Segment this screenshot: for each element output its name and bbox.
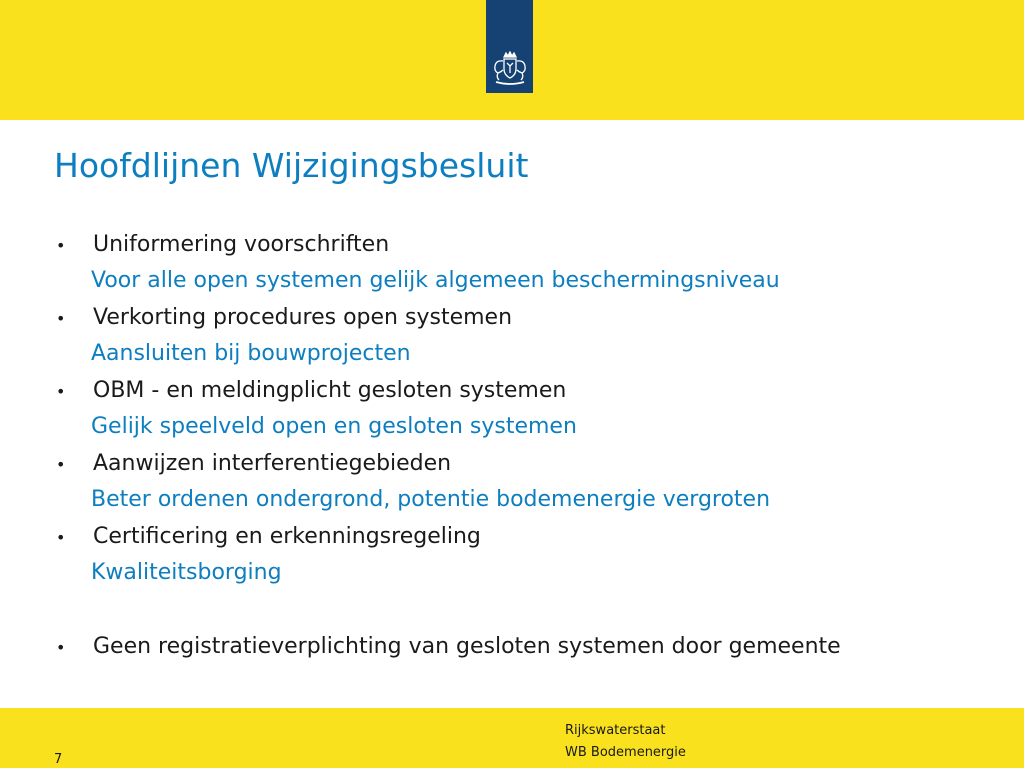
sub-text: Gelijk speelveld open en gesloten systemen <box>91 414 577 439</box>
bullet-icon: • <box>56 528 66 547</box>
organization-name: Rijkswaterstaat <box>565 723 666 738</box>
logo-ribbon <box>486 0 533 93</box>
bullet-icon: • <box>56 236 66 255</box>
sub-text: Voor alle open systemen gelijk algemeen beschermingsniveau <box>91 268 780 293</box>
footer-credits <box>565 720 686 764</box>
bullet-text: Aanwijzen interferentiegebieden <box>93 451 452 476</box>
bullet-icon: • <box>56 455 66 474</box>
sub-text: Beter ordenen ondergrond, potentie bodemenergie vergroten <box>91 487 771 512</box>
list-item <box>54 378 1014 451</box>
footer-band <box>0 708 1024 768</box>
spacer <box>54 597 1014 634</box>
bullet-text: Geen registratieverplichting van gesloten systemen door gemeente <box>93 634 841 659</box>
sub-text: Kwaliteitsborging <box>91 560 282 585</box>
bullet-list <box>54 232 1014 670</box>
royal-coat-of-arms-icon <box>490 51 530 87</box>
list-item <box>54 305 1014 378</box>
sub-text: Aansluiten bij bouwprojecten <box>91 341 411 366</box>
bullet-text: OBM - en meldingplicht gesloten systemen <box>93 378 567 403</box>
bullet-text: Certificering en erkenningsregeling <box>93 524 481 549</box>
project-name: WB Bodemenergie <box>565 745 686 760</box>
page-number: 7 <box>54 752 63 767</box>
list-item <box>54 634 1014 670</box>
bullet-icon: • <box>56 309 66 328</box>
list-item <box>54 451 1014 524</box>
bullet-icon: • <box>56 638 66 657</box>
list-item <box>54 232 1014 305</box>
bullet-text: Uniformering voorschriften <box>93 232 390 257</box>
bullet-text: Verkorting procedures open systemen <box>93 305 513 330</box>
list-item <box>54 524 1014 597</box>
slide-title: Hoofdlijnen Wijzigingsbesluit <box>54 146 529 185</box>
header-band <box>0 0 1024 120</box>
bullet-icon: • <box>56 382 66 401</box>
